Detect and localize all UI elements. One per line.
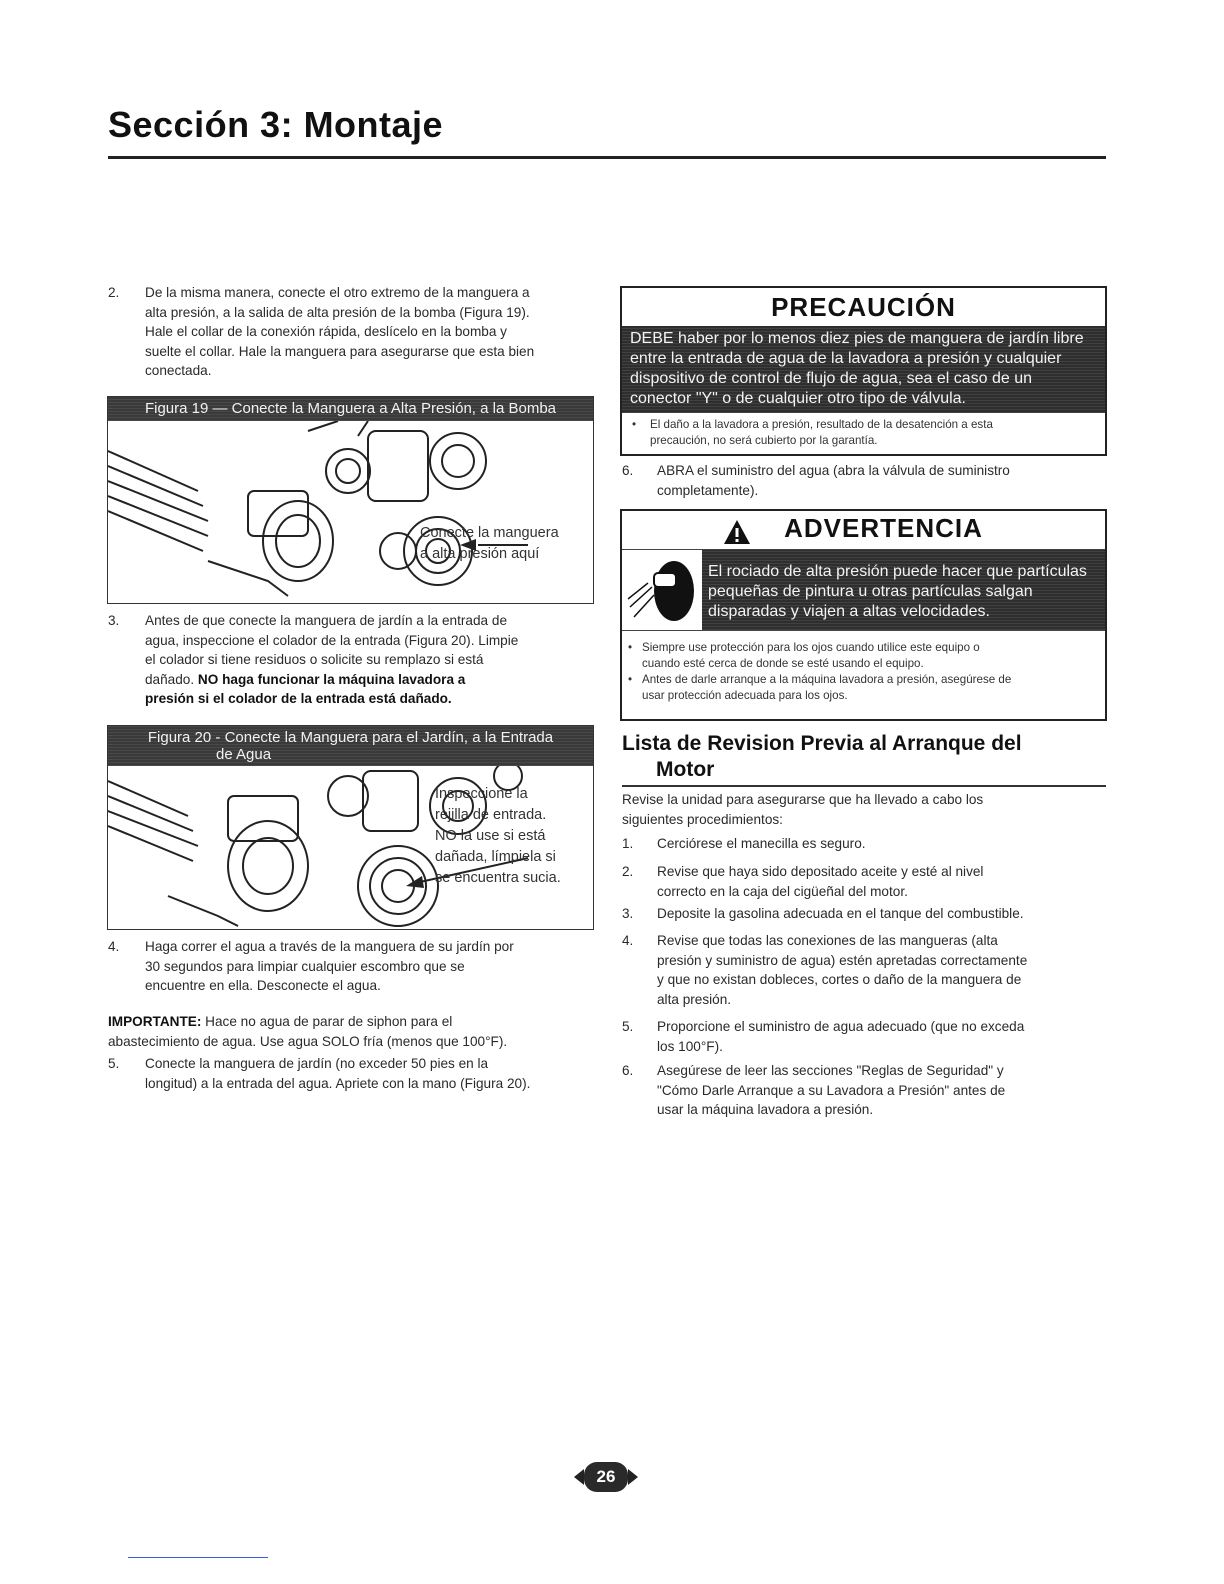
text-line: Conecte la manguera de jardín (no exceder 50 pies en la (145, 1056, 489, 1071)
list-item-2 (108, 283, 598, 383)
text-bold: NO haga funcionar la máquina lavadora a (197, 671, 466, 687)
bullet-mark: • (628, 673, 633, 686)
importante-note (108, 1012, 598, 1051)
warning-triangle-icon (723, 519, 751, 545)
text-line: Deposite la gasolina adecuada en el tanque del combustible. (657, 906, 1024, 921)
list-number: 5. (108, 1056, 120, 1071)
page-title: Sección 3: Montaje (108, 104, 444, 145)
caption-line: dañada, límpiela si (435, 849, 556, 865)
list-number: 4. (108, 939, 120, 954)
list-number: 5. (622, 1019, 634, 1034)
text-line: los 100°F). (657, 1038, 723, 1054)
advertencia-bullets (622, 631, 1105, 704)
text-line: ABRA el suministro del agua (abra la válvula de suministro (657, 463, 1010, 478)
lista-intro (622, 790, 1106, 829)
text-line: siguientes procedimientos: (622, 811, 783, 827)
caption-line: Conecte la manguera (420, 525, 559, 541)
list-number: 4. (622, 933, 634, 948)
title-rule (108, 156, 1106, 159)
text-line: el colador si tiene residuos o solicite su remplazo si está (145, 652, 484, 667)
text-line: 30 segundos para limpiar cualquier escombro que se (145, 958, 465, 974)
text-line: usar la máquina lavadora a presión. (657, 1102, 874, 1117)
text-line: presión y suministro de agua) estén apretadas correctamente (657, 952, 1028, 968)
banner-line: disparadas y viajen a altas velocidades. (708, 603, 990, 620)
list-item-4 (108, 937, 598, 997)
precaucion-bullet (622, 413, 1105, 449)
figure-19-caption (420, 523, 590, 565)
text-line: abastecimiento de agua. Use agua SOLO fría (menos que 100°F). (108, 1033, 508, 1049)
caption-line: NO la use si está (435, 828, 546, 844)
text-line: Revise que todas las conexiones de las mangueras (alta (657, 933, 998, 948)
bullet-item (628, 672, 1105, 704)
bullet-item (628, 640, 1105, 672)
text-line: conectada. (145, 363, 212, 378)
bullet-mark: • (628, 641, 633, 654)
eye-protection-icon (624, 551, 702, 629)
list-number: 3. (622, 906, 634, 921)
list-number: 2. (108, 285, 120, 300)
figure-19-title: Figura 19 — Conecte la Manguera a Alta Presión, a la Bomba (108, 397, 593, 421)
pump-illustration-icon (108, 421, 593, 601)
lista-heading-line: Lista de Revision Previa al Arranque del (622, 732, 1022, 755)
text-line: Cerciórese el manecilla es seguro. (657, 836, 866, 851)
precaucion-banner (622, 326, 1105, 413)
figure-20 (107, 725, 594, 930)
advertencia-banner-row (622, 549, 1105, 631)
banner-line: dispositivo de control de flujo de agua, sea el caso de un (630, 370, 1033, 387)
text-line: y que no existan dobleces, cortes o daño de la manguera de (657, 972, 1022, 987)
banner-line: entre la entrada de agua de la lavadora a presión y cualquier (630, 350, 1062, 367)
figure-20-title-line: de Agua (216, 746, 272, 763)
text-line: Asegúrese de leer las secciones "Reglas de Seguridad" y (657, 1063, 1004, 1078)
text-line: Proporcione el suministro de agua adecuado (que no exceda (657, 1019, 1025, 1034)
list-item-3 (108, 611, 598, 711)
text-line: suelte el collar. Hale la manguera para asegurarse que esta bien (145, 343, 535, 359)
banner-line: DEBE haber por lo menos diez pies de manguera de jardín libre (630, 330, 1084, 347)
lista-item-3 (622, 904, 1106, 924)
bullet-line: cuando esté cerca de donde se esté usando el equipo. (642, 657, 924, 670)
text-line: Hale el collar de la conexión rápida, deslícelo en la bomba y (145, 324, 507, 339)
text-bold-line: presión si el colador de la entrada está dañado. (145, 691, 452, 706)
page-number: 26 (596, 1467, 616, 1486)
text-line: agua, inspeccione el colador de la entrada (Figura 20). Limpie (145, 632, 519, 648)
bullet-line: Antes de darle arranque a la máquina lavadora a presión, asegúrese de (642, 673, 1012, 686)
caption-line: se encuentra sucia. (435, 870, 561, 886)
bullet-line: usar protección adecuada para los ojos. (642, 689, 848, 702)
text-line: alta presión. (657, 991, 732, 1007)
text-line: correcto en la caja del cigüeñal del motor. (657, 883, 908, 899)
list-number: 1. (622, 836, 634, 851)
caption-line: rejilla de entrada. (435, 807, 547, 823)
text-line (108, 1012, 598, 1032)
text-line: "Cómo Darle Arranque a su Lavadora a Presión" antes de (657, 1082, 1006, 1098)
list-number: 6. (622, 463, 634, 478)
lista-heading-line: Motor (656, 758, 715, 781)
lista-item-2 (622, 862, 1106, 902)
caption-line: a alta presión aquí (420, 546, 540, 562)
text-line: Revise que haya sido depositado aceite y esté al nivel (657, 864, 984, 879)
bullet-mark: • (632, 418, 637, 431)
text-line: alta presión, a la salida de alta presión de la bomba (Figura 19). (145, 304, 530, 320)
banner-line: pequeñas de pintura u otras partículas salgan (708, 583, 1033, 600)
text-plain: Hace no agua de parar de siphon para el (201, 1014, 453, 1029)
precaucion-box (620, 286, 1107, 456)
bullet-line: precaución, no será cubierto por la garantía. (650, 434, 878, 447)
advertencia-box (620, 509, 1107, 721)
lista-rule (622, 785, 1106, 787)
text-line: Revise la unidad para asegurarse que ha llevado a cabo los (622, 792, 984, 807)
text-line: Haga correr el agua a través de la manguera de su jardín por (145, 939, 514, 954)
list-number: 6. (622, 1063, 634, 1078)
advertencia-header (622, 513, 1105, 549)
figure-20-title-line: Figura 20 - Conecte la Manguera para el Jardín, a la Entrada (147, 729, 554, 746)
importante-label: IMPORTANTE: (108, 1014, 202, 1029)
banner-line: El rociado de alta presión puede hacer que partículas (708, 563, 1087, 580)
text-plain: dañado. (145, 671, 195, 687)
bullet-line: Siempre use protección para los ojos cuando utilice este equipo o (642, 641, 980, 654)
lista-item-5 (622, 1017, 1106, 1057)
bullet-line: El daño a la lavadora a presión, resultado de la desatención a esta (650, 418, 993, 431)
bottom-underline-link[interactable] (128, 1557, 268, 1558)
banner-line: conector "Y" o de cualquier otro tipo de válvula. (630, 390, 966, 407)
advertencia-banner (702, 550, 1105, 630)
lista-item-1 (622, 834, 1106, 854)
text-line: Antes de que conecte la manguera de jardín a la entrada de (145, 613, 507, 628)
lista-heading (622, 731, 1022, 783)
list-number: 3. (108, 613, 120, 628)
figure-20-caption (435, 784, 585, 889)
lista-item-4 (622, 931, 1106, 1011)
list-number: 2. (622, 864, 634, 879)
list-item-6-abra (622, 461, 1106, 501)
list-item-5 (108, 1054, 598, 1094)
figure-20-title (108, 726, 593, 766)
caption-line: Inspeccione la (435, 786, 528, 802)
text-line: De la misma manera, conecte el otro extremo de la manguera a (145, 285, 530, 300)
advertencia-title: ADVERTENCIA (784, 513, 983, 543)
text-line: encuentre en ella. Desconecte el agua. (145, 978, 381, 993)
figure-19 (107, 396, 594, 604)
text-line: longitud) a la entrada del agua. Apriete con la mano (Figura 20). (145, 1075, 531, 1091)
text-line (145, 670, 597, 690)
precaucion-title: PRECAUCIÓN (771, 292, 956, 322)
page-number-badge (574, 1460, 638, 1494)
text-line: completamente). (657, 482, 759, 498)
lista-item-6 (622, 1061, 1106, 1121)
